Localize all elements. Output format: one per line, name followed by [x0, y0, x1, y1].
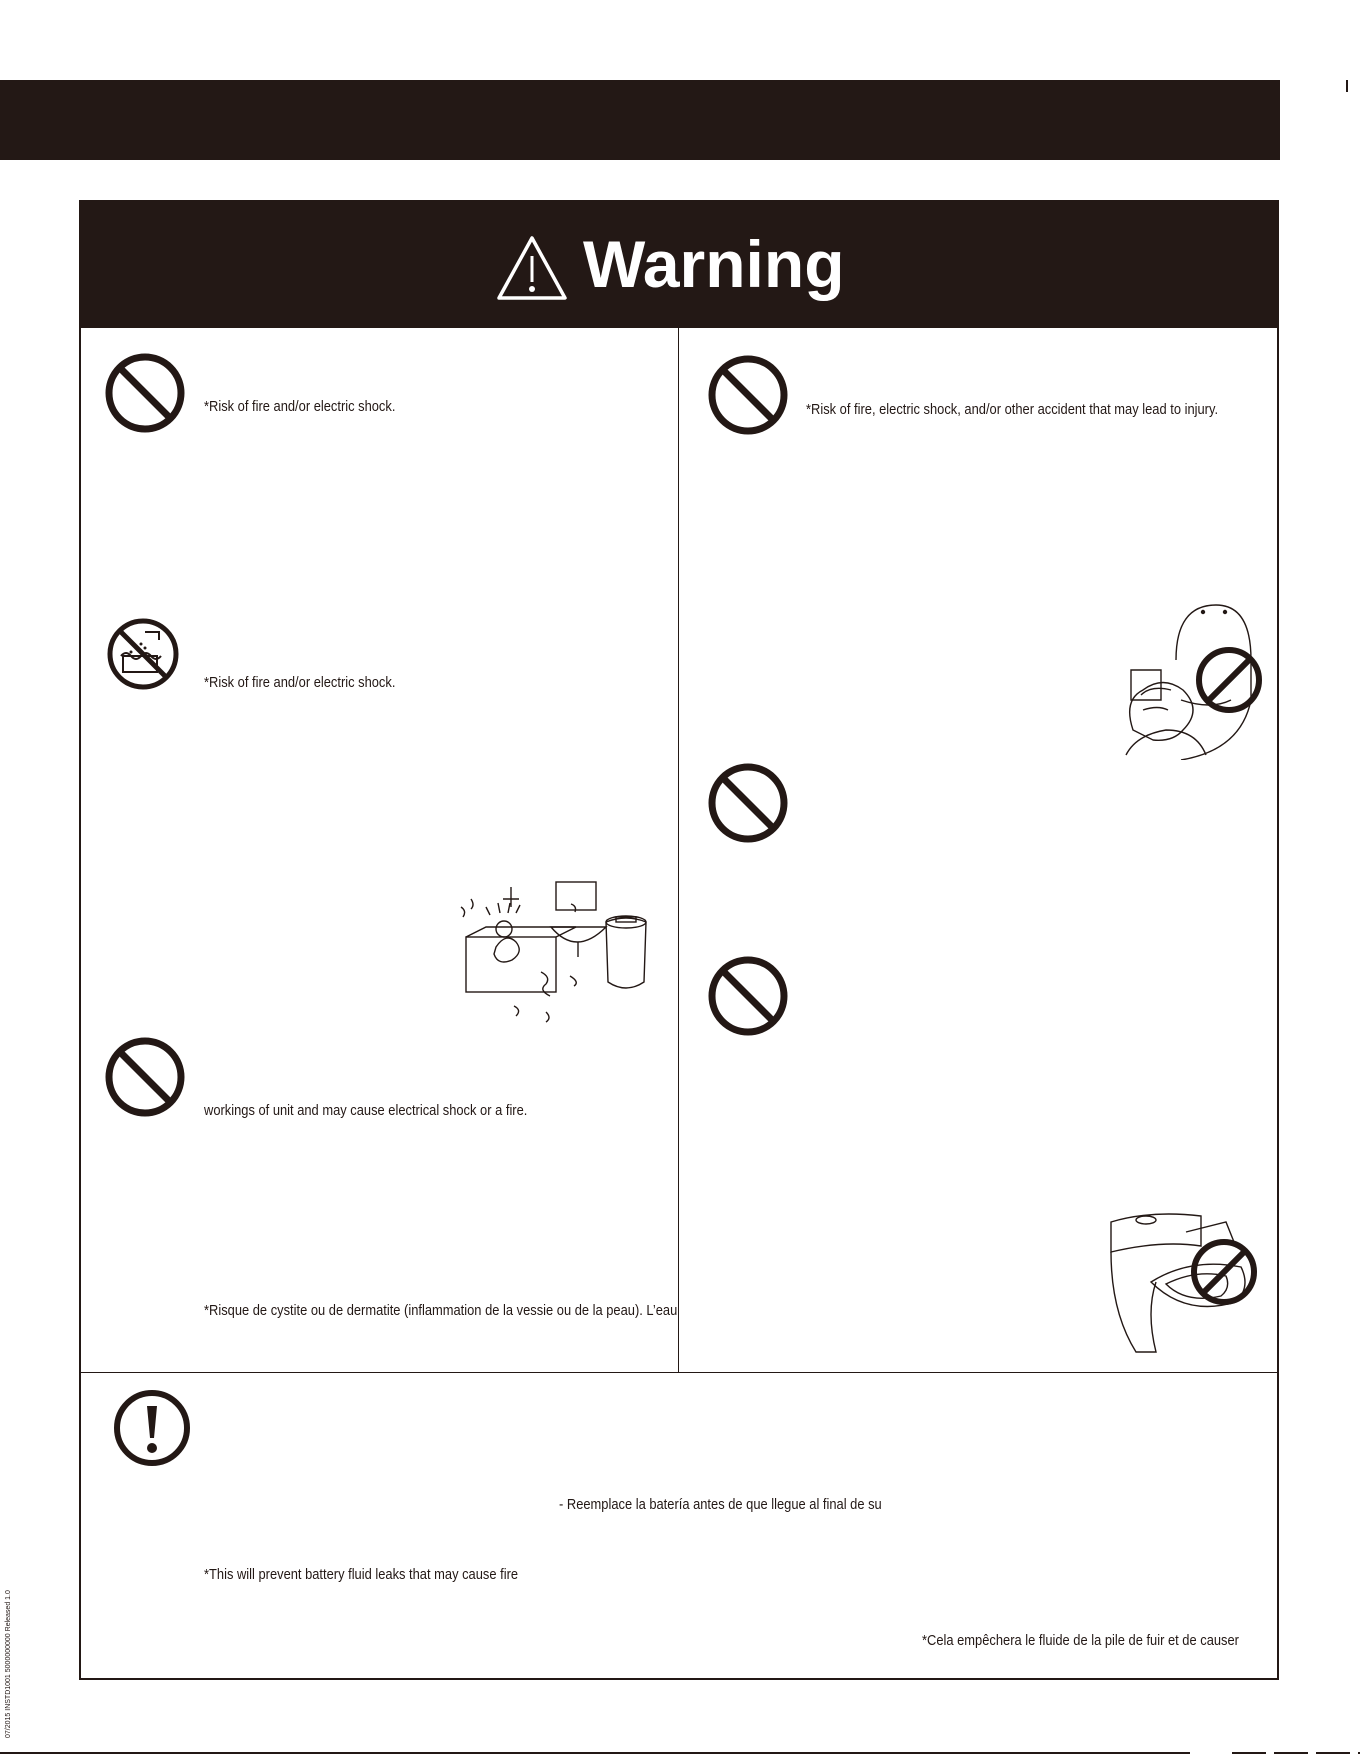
left-note-cystitis-fr: *Risque de cystite ou de dermatite (inflammation de la vessie ou de la peau). L’eau [204, 1302, 678, 1319]
prohibition-icon [707, 762, 789, 844]
document-code: 07/2015 INSTD1001 5000000000 Released 1.0 [5, 1590, 12, 1738]
warning-title: Warning [583, 227, 845, 301]
warning-triangle-icon [495, 234, 569, 302]
warning-header [81, 202, 1277, 328]
prohibition-icon [104, 352, 186, 434]
prohibition-icon [104, 1036, 186, 1118]
left-note-unit-workings: workings of unit and may cause electrical shock or a fire. [204, 1102, 528, 1119]
column-divider [678, 328, 679, 1372]
bottom-note-battery-es: - Reemplace la batería antes de que llegue al final de su [559, 1496, 882, 1513]
prohibition-icon [707, 354, 789, 436]
crop-mark [1346, 80, 1348, 92]
warning-panel [79, 200, 1279, 1680]
left-note-fire-shock-1: *Risk of fire and/or electric shock. [204, 398, 396, 415]
left-note-fire-shock-2: *Risk of fire and/or electric shock. [204, 674, 396, 691]
no-water-splash-icon [105, 616, 181, 692]
bathroom-water-splash-illustration [456, 877, 676, 1027]
child-toilet-prohibition-illustration [1121, 600, 1266, 760]
row-divider [81, 1372, 1277, 1373]
top-banner-bar [0, 80, 1280, 160]
right-note-fire-shock-injury: *Risk of fire, electric shock, and/or other accident that may lead to injury. [806, 401, 1219, 418]
prohibition-icon [707, 955, 789, 1037]
toilet-seat-prohibition-illustration [1106, 1202, 1261, 1362]
bottom-rule [0, 1752, 1190, 1754]
exclamation-icon [112, 1388, 192, 1468]
bottom-note-battery-en: *This will prevent battery fluid leaks that may cause fire [204, 1566, 519, 1583]
bottom-note-battery-fr: *Cela empêchera le fluide de la pile de fuir et de causer [922, 1632, 1239, 1649]
bottom-dash-marks [1232, 1752, 1360, 1754]
